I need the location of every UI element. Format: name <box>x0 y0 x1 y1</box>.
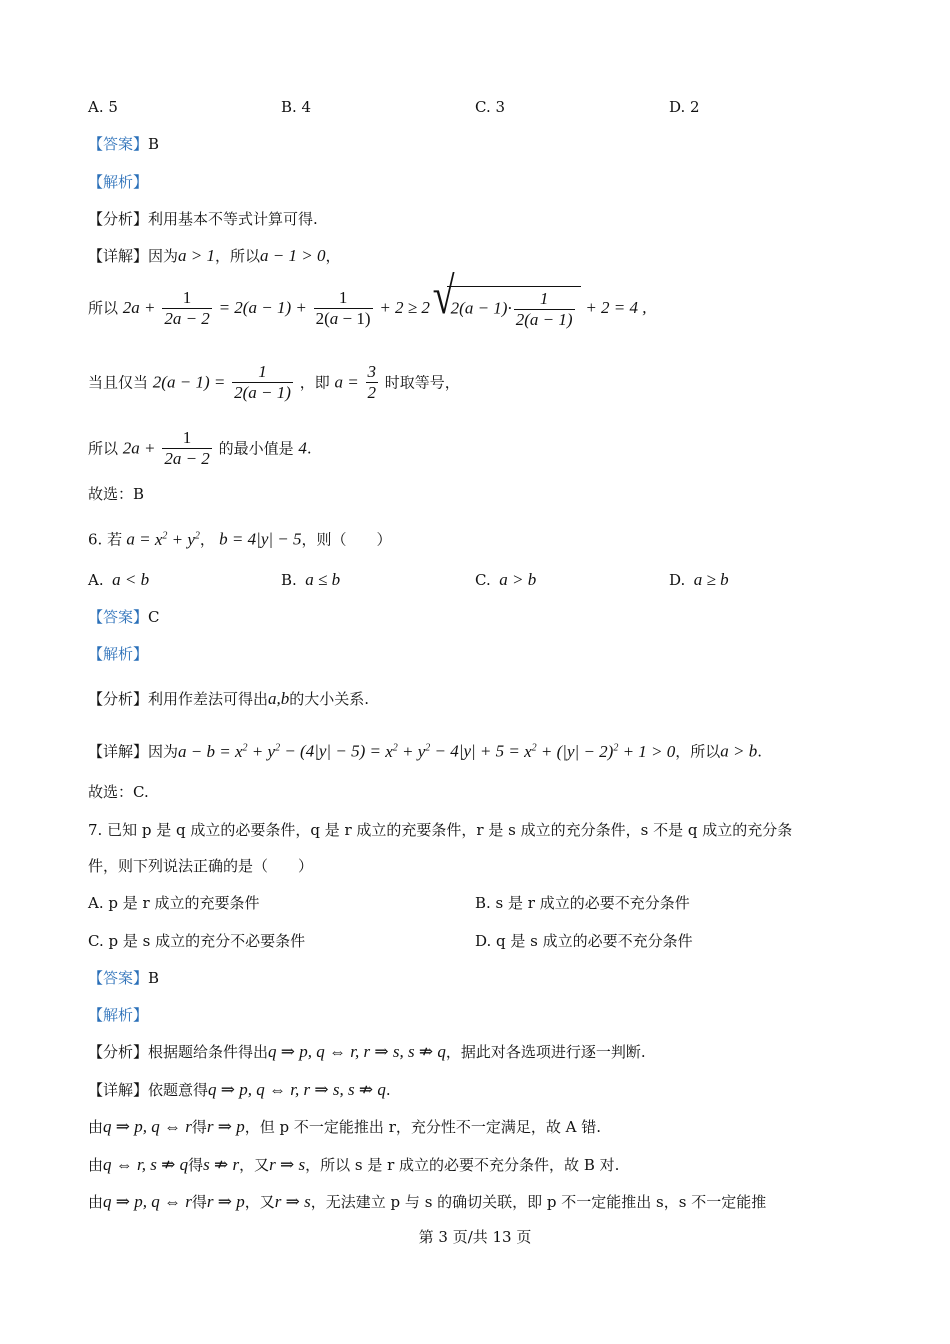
q5-jiexi: 【解析】 <box>88 173 149 191</box>
q6-option-d: D. a ≥ b <box>669 570 729 589</box>
q6-fenxi: 【分析】利用作差法可得出a,b的大小关系. <box>88 689 370 708</box>
q7-jiexi: 【解析】 <box>88 1006 149 1024</box>
q5-xiangjie: 【详解】因为a > 1，所以a − 1 > 0， <box>88 246 341 265</box>
q6-option-c: C. a > b <box>475 570 537 589</box>
q6-choose: 故选：C. <box>88 783 149 801</box>
q7-xiangjie: 【详解】依题意得q ⇒ p, q ⇔ r, r ⇒ s, s ⇏ q. <box>88 1080 391 1099</box>
q7-stem-line1: 7. 已知 p 是 q 成立的必要条件，q 是 r 成立的充要条件，r 是 s 成立的充分条件，s 不是 q 成立的充分条 <box>88 821 793 839</box>
q7-option-a: A. p 是 r 成立的充要条件 <box>88 894 260 912</box>
q6-xiangjie: 【详解】因为$a - b = x^2 + y^2 - (4|y| - 5) = x^2 + y^2 - 4|y| + 5 = x^2 + (|y| - 2)^2 + 1 > 0$，所以a > b. <box>88 741 763 761</box>
page-footer: 第 3 页/共 13 页 <box>418 1228 532 1246</box>
option-c: C. 3 <box>475 98 506 116</box>
option-d: D. 2 <box>669 98 700 116</box>
option-a: A. 5 <box>88 98 118 116</box>
q6-answer: 【答案】C <box>88 608 160 626</box>
q7-fenxi: 【分析】根据题给条件得出q ⇒ p, q ⇔ r, r ⇒ s, s ⇏ q，据此对各选项进行逐一判断. <box>88 1042 646 1061</box>
q5-fenxi: 【分析】利用基本不等式计算可得. <box>88 210 318 228</box>
q7-detail-c: 由q ⇒ p, q ⇔ r得r ⇒ p，又r ⇒ s，无法建立 p 与 s 的确切关联，即 p 不一定能推出 s，s 不一定能推 <box>88 1192 767 1211</box>
q6-stem: 6. 若 $a = x^2 + y^2$， b = 4|y| − 5，则（ ） <box>88 529 392 549</box>
q6-option-a: A. a < b <box>88 570 150 589</box>
q7-detail-a: 由q ⇒ p, q ⇔ r得r ⇒ p，但 p 不一定能推出 r，充分性不一定满足，故 A 错. <box>88 1117 601 1136</box>
q6-option-b: B. a ≤ b <box>281 570 341 589</box>
q7-stem-line2: 件，则下列说法正确的是（ ） <box>88 857 314 875</box>
q5-formula-line: 所以 2a + $\frac{1}{2a - 2}$ = 2(a − 1) + $\frac{1}{2(a - 1)}$ + 2 ≥ 2 √ 2(a − 1)· $\frac{1}{2(a - 1)}$ + 2 = 4 , <box>88 286 647 330</box>
q7-answer: 【答案】B <box>88 969 160 987</box>
q5-min-line: 所以 2a + $\frac{1}{2a - 2}$ 的最小值是 4. <box>88 428 312 468</box>
q5-equality-line: 当且仅当 2(a − 1) = $\frac{1}{2(a - 1)}$ ，即 a = $\frac{3}{2}$ 时取等号， <box>88 362 460 402</box>
q5-choose: 故选：B <box>88 485 145 503</box>
q5-answer: 【答案】B <box>88 135 160 153</box>
q7-detail-b: 由q ⇔ r, s ⇏ q得s ⇏ r，又r ⇒ s，所以 s 是 r 成立的必要不充分条件，故 B 对. <box>88 1155 620 1174</box>
q7-option-d: D. q 是 s 成立的必要不充分条件 <box>475 932 693 950</box>
q7-option-c: C. p 是 s 成立的充分不必要条件 <box>88 932 306 950</box>
q7-option-b: B. s 是 r 成立的必要不充分条件 <box>475 894 690 912</box>
q6-jiexi: 【解析】 <box>88 645 149 663</box>
option-b: B. 4 <box>281 98 312 116</box>
